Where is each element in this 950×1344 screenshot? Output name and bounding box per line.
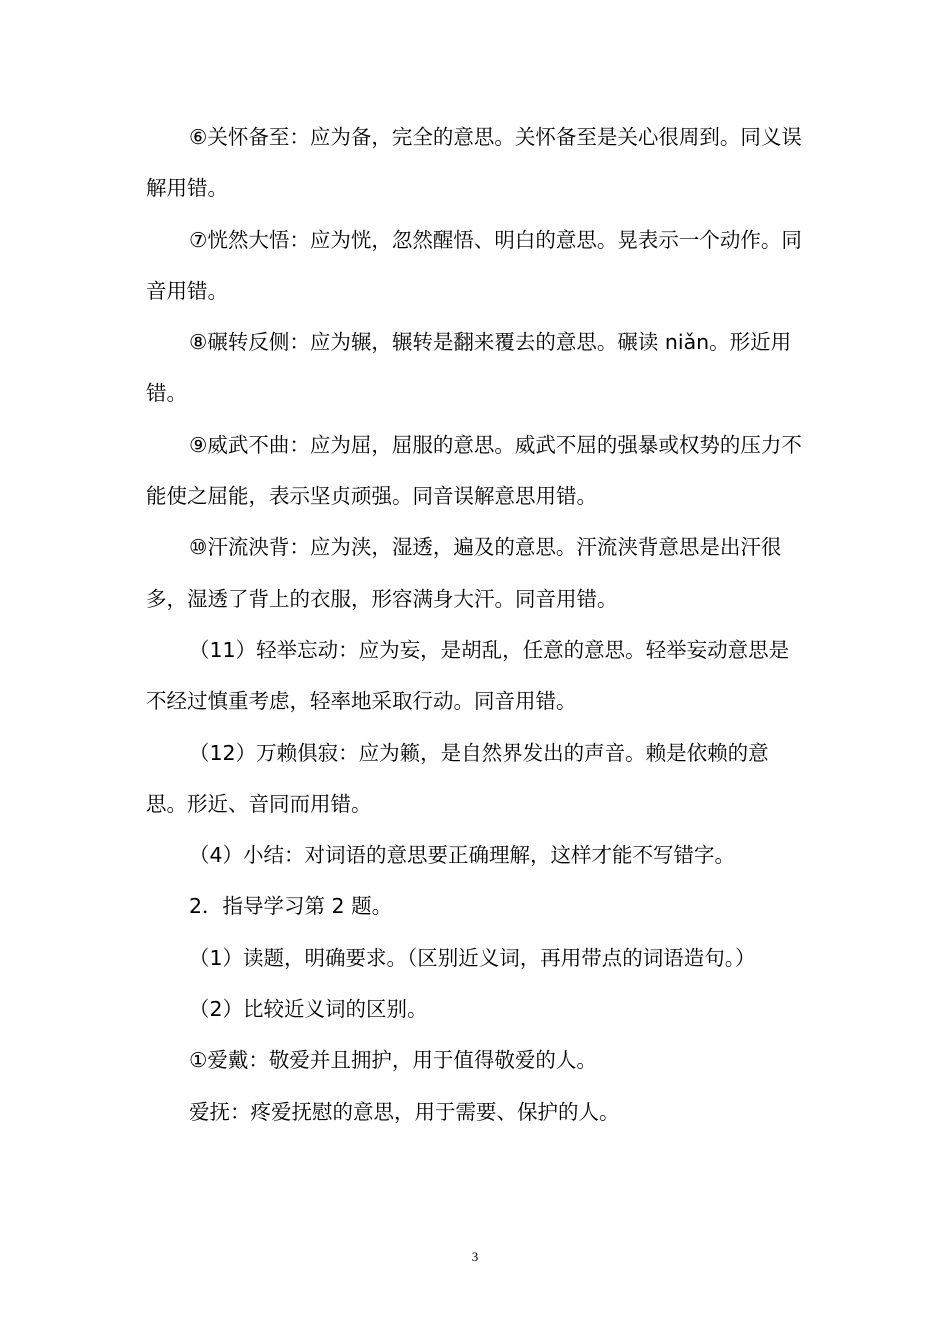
- paragraph: ⑧碾转反侧：应为辗，辗转是翻来覆去的意思。碾读 niǎn。形近用错。: [146, 330, 792, 406]
- paragraph: 爱抚：疼爱抚慰的意思，用于需要、保护的人。: [189, 1099, 620, 1124]
- paragraph: （2）比较近义词的区别。: [189, 997, 428, 1022]
- paragraph: （4）小结：对词语的意思要正确理解，这样才能不写错字。: [189, 843, 736, 868]
- paragraph: （1）读题，明确要求。（区别近义词，再用带点的词语造句。）: [189, 945, 756, 970]
- paragraph: ⑨威武不曲：应为屈，屈服的意思。威武不屈的强暴或权势的压力不能使之屈能，表示坚贞顽强。同音误解意思用错。: [146, 432, 802, 509]
- paragraph: ①爱戴：敬爱并且拥护，用于值得敬爱的人。: [189, 1048, 597, 1073]
- paragraph: ⑦恍然大悟：应为恍，忽然醒悟、明白的意思。晃表示一个动作。同音用错。: [146, 227, 802, 303]
- paragraph: ⑥关怀备至：应为备，完全的意思。关怀备至是关心很周到。同义误解用错。: [146, 125, 802, 201]
- page-number: 3: [471, 1249, 479, 1264]
- paragraph: ⑩汗流泱背：应为浃，湿透，遍及的意思。汗流浃背意思是出汗很多，湿透了背上的衣服，形容满身大汗。同音用错。: [146, 535, 782, 611]
- document-body: [146, 112, 806, 1138]
- paragraph: 2．指导学习第 2 题。: [189, 894, 393, 919]
- paragraph: （11）轻举忘动：应为妄，是胡乱，任意的意思。轻举妄动意思是不经过慎重考虑，轻率地采取行动。同音用错。: [146, 637, 790, 714]
- paragraph: （12）万赖俱寂：应为籁，是自然界发出的声音。赖是依赖的意思。形近、音同而用错。: [146, 740, 769, 816]
